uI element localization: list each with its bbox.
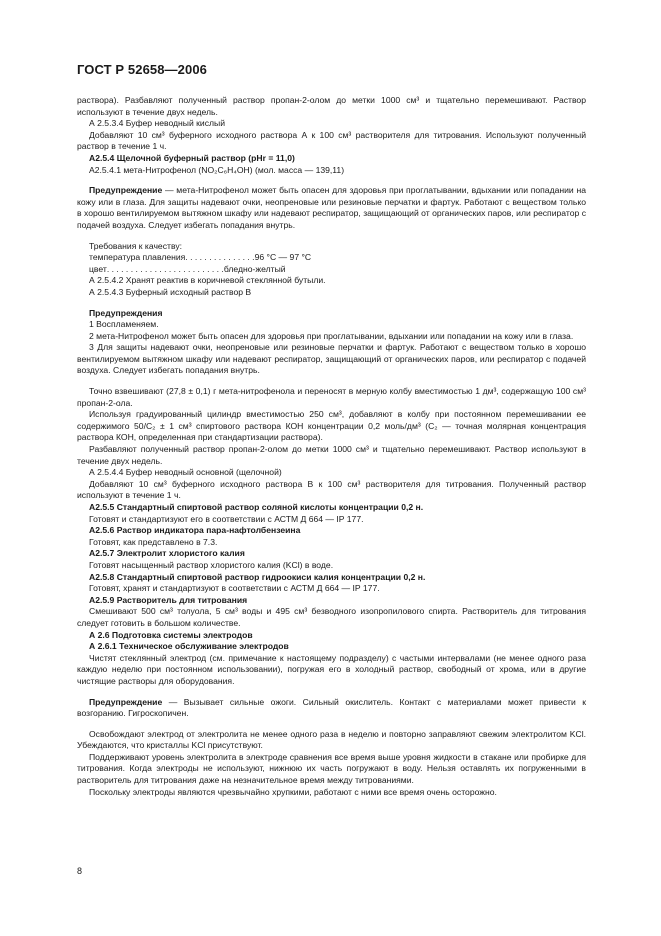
warning-item: 1 Воспламеняем.	[89, 319, 159, 330]
section-heading: А 2.6 Подготовка системы электродов	[89, 629, 253, 640]
paragraph: Готовят насыщенный раствор хлористого калия (KCl) в воде.	[89, 559, 334, 570]
paragraph: раствора). Разбавляют полученный раствор пропан-2-олом до метки 1000 см³ и тщательно перемешивают. Раствор используют в течение двух недель.	[77, 95, 586, 117]
warnings-title: Предупреждения	[89, 307, 163, 318]
leader-dots: . . . . . . . . . . . . . . . . . . . . . . . . .	[106, 263, 224, 274]
section-heading: А2.5.8 Стандартный спиртовой раствор гидроокиси калия концентрации 0,2 н.	[89, 571, 426, 582]
section-heading: А2.5.6 Раствор индикатора пара-нафтолбензеина	[89, 525, 301, 536]
paragraph: Добавляют 10 см³ буферного исходного раствора А к 100 см³ растворителя для титрования. Используют полученный раствор в течение 1 ч.	[77, 129, 586, 152]
paragraph: Используя градуированный цилиндр вместимостью 250 см³, добавляют в колбу при постоянном перемешивании ее содержимого 50/C₂ ± 1 см³ спиртового раствора КОН концентрации 0,2 моль/дм³ (C₂ — точная молярная концентрация раствора КОН, определенная при стандартизации раствора).	[77, 409, 586, 443]
section-heading: А2.5.7 Электролит хлористого калия	[89, 548, 245, 559]
warning-item: 2 мета-Нитрофенол может быть опасен для здоровья при проглатывании, вдыхании или попадании на кожу или в глаза.	[89, 330, 574, 341]
clause-heading: А2.5.4.1 мета-Нитрофенол (NO₂C₆H₄OH) (мол. масса — 139,11)	[89, 164, 345, 175]
requirements-title: Требования к качеству:	[89, 240, 183, 251]
section-heading: А2.5.5 Стандартный спиртовой раствор соляной кислоты концентрации 0,2 н.	[89, 502, 424, 512]
warning-paragraph	[77, 185, 586, 231]
section-heading: А2.5.9 Растворитель для титрования	[89, 594, 248, 605]
clause-heading: А 2.5.3.4 Буфер неводный кислый	[89, 118, 226, 129]
warning-label: Предупреждение	[89, 696, 163, 707]
document-body	[77, 95, 586, 798]
paragraph: Чистят стеклянный электрод (см. примечание к настоящему подразделу) с частыми интервалами (не менее одного раза каждую неделю при постоянном использовании), погружая его в холодный раствор, свободный от хрома, или в другие чистящие растворы для оборудования.	[77, 652, 586, 686]
page-number: 8	[77, 866, 83, 876]
paragraph: Точно взвешивают (27,8 ± 0,1) г мета-нитрофенола и переносят в мерную колбу вместимостью 1 дм³, содержащую 100 см³ пропан-2-ола.	[77, 386, 586, 408]
paragraph: Освобождают электрод от электролита не менее одного раза в неделю и повторно заправляют свежим электролитом KCl. Убеждаются, что кристаллы KCl присутствуют.	[77, 728, 586, 751]
paragraph: Готовят и стандартизуют его в соответствии с АСТМ Д 664 — IP 177.	[89, 513, 364, 524]
requirement-value: бледно-желтый	[223, 263, 286, 274]
warning-paragraph	[77, 697, 586, 720]
warning-label: Предупреждение	[89, 185, 163, 196]
clause-heading: А 2.5.4.2 Хранят реактив в коричневой стеклянной бутыли.	[89, 275, 326, 286]
paragraph: Добавляют 10 см³ буферного исходного раствора В к 100 см³ растворителя для титрования. Полученный раствор используют в течение 1 ч.	[77, 478, 586, 501]
paragraph: Готовят, как представлено в 7.3.	[89, 536, 218, 547]
requirement-label: цвет	[89, 263, 107, 274]
warning-text: — Вызывает сильные ожоги. Сильный окислитель. Контакт с материалами может привести к возгоранию. Гигроскопичен.	[77, 696, 586, 719]
page-title: ГОСТ Р 52658—2006	[77, 62, 207, 77]
paragraph: Разбавляют полученный раствор пропан-2-олом до метки 1000 см³ и тщательно перемешивают. Раствор используют в течение двух недель.	[77, 444, 586, 466]
requirement-row	[77, 252, 586, 264]
warning-text: — мета-Нитрофенол может быть опасен для здоровья при проглатывании, вдыхании или попадании на кожу или в глаза. Для защиты надевают очки, неопреновые или резиновые перчатки и фартук. Работают с веществом только в хорошо вентилируемом вытяжном шкафу или надевают респиратор, защищающий от органических паров, или респиратор с подачей воздуха. Следует избегать попадания внутрь.	[77, 185, 586, 230]
clause-heading: А 2.5.4.3 Буферный исходный раствор В	[89, 286, 252, 297]
requirement-value: 96 °С — 97 °С	[254, 252, 312, 263]
section-heading: А2.5.4 Щелочной буферный раствор (рНr = 11,0)	[89, 152, 295, 163]
requirement-label: температура плавления	[89, 252, 186, 263]
paragraph: Смешивают 500 см³ толуола, 5 см³ воды и 495 см³ безводного изопропилового спирта. Растворитель для титрования следует готовить в большом количестве.	[77, 606, 586, 628]
paragraph: Поскольку электроды являются чрезвычайно хрупкими, работают с ними все время очень осторожно.	[89, 786, 497, 797]
leader-dots: . . . . . . . . . . . . . . .	[185, 252, 255, 263]
clause-heading: А 2.5.4.4 Буфер неводный основной (щелочной)	[89, 467, 282, 478]
paragraph: Готовят, хранят и стандартизуют в соответствии с АСТМ Д 664 — IP 177.	[89, 583, 380, 594]
paragraph: Поддерживают уровень электролита в электроде сравнения все время выше уровня жидкости в стакане или пробирке для титрования. Когда электроды не используют, нижнюю их часть погружают в воду. Нельзя оставлять их погруженными в растворитель для титрования даже на незначительное время между титрованиями.	[77, 751, 586, 786]
warning-item: 3 Для защиты надевают очки, неопреновые или резиновые перчатки и фартук. Работают с веществом только в хорошо вентилируемом вытяжном шкафу или надевают респиратор, защищающий от органических паров, или респиратор с подачей воздуха. Следует избегать попадания внутрь.	[77, 342, 586, 376]
section-heading: А 2.6.1 Техническое обслуживание электродов	[89, 641, 289, 652]
requirement-row	[77, 264, 586, 276]
